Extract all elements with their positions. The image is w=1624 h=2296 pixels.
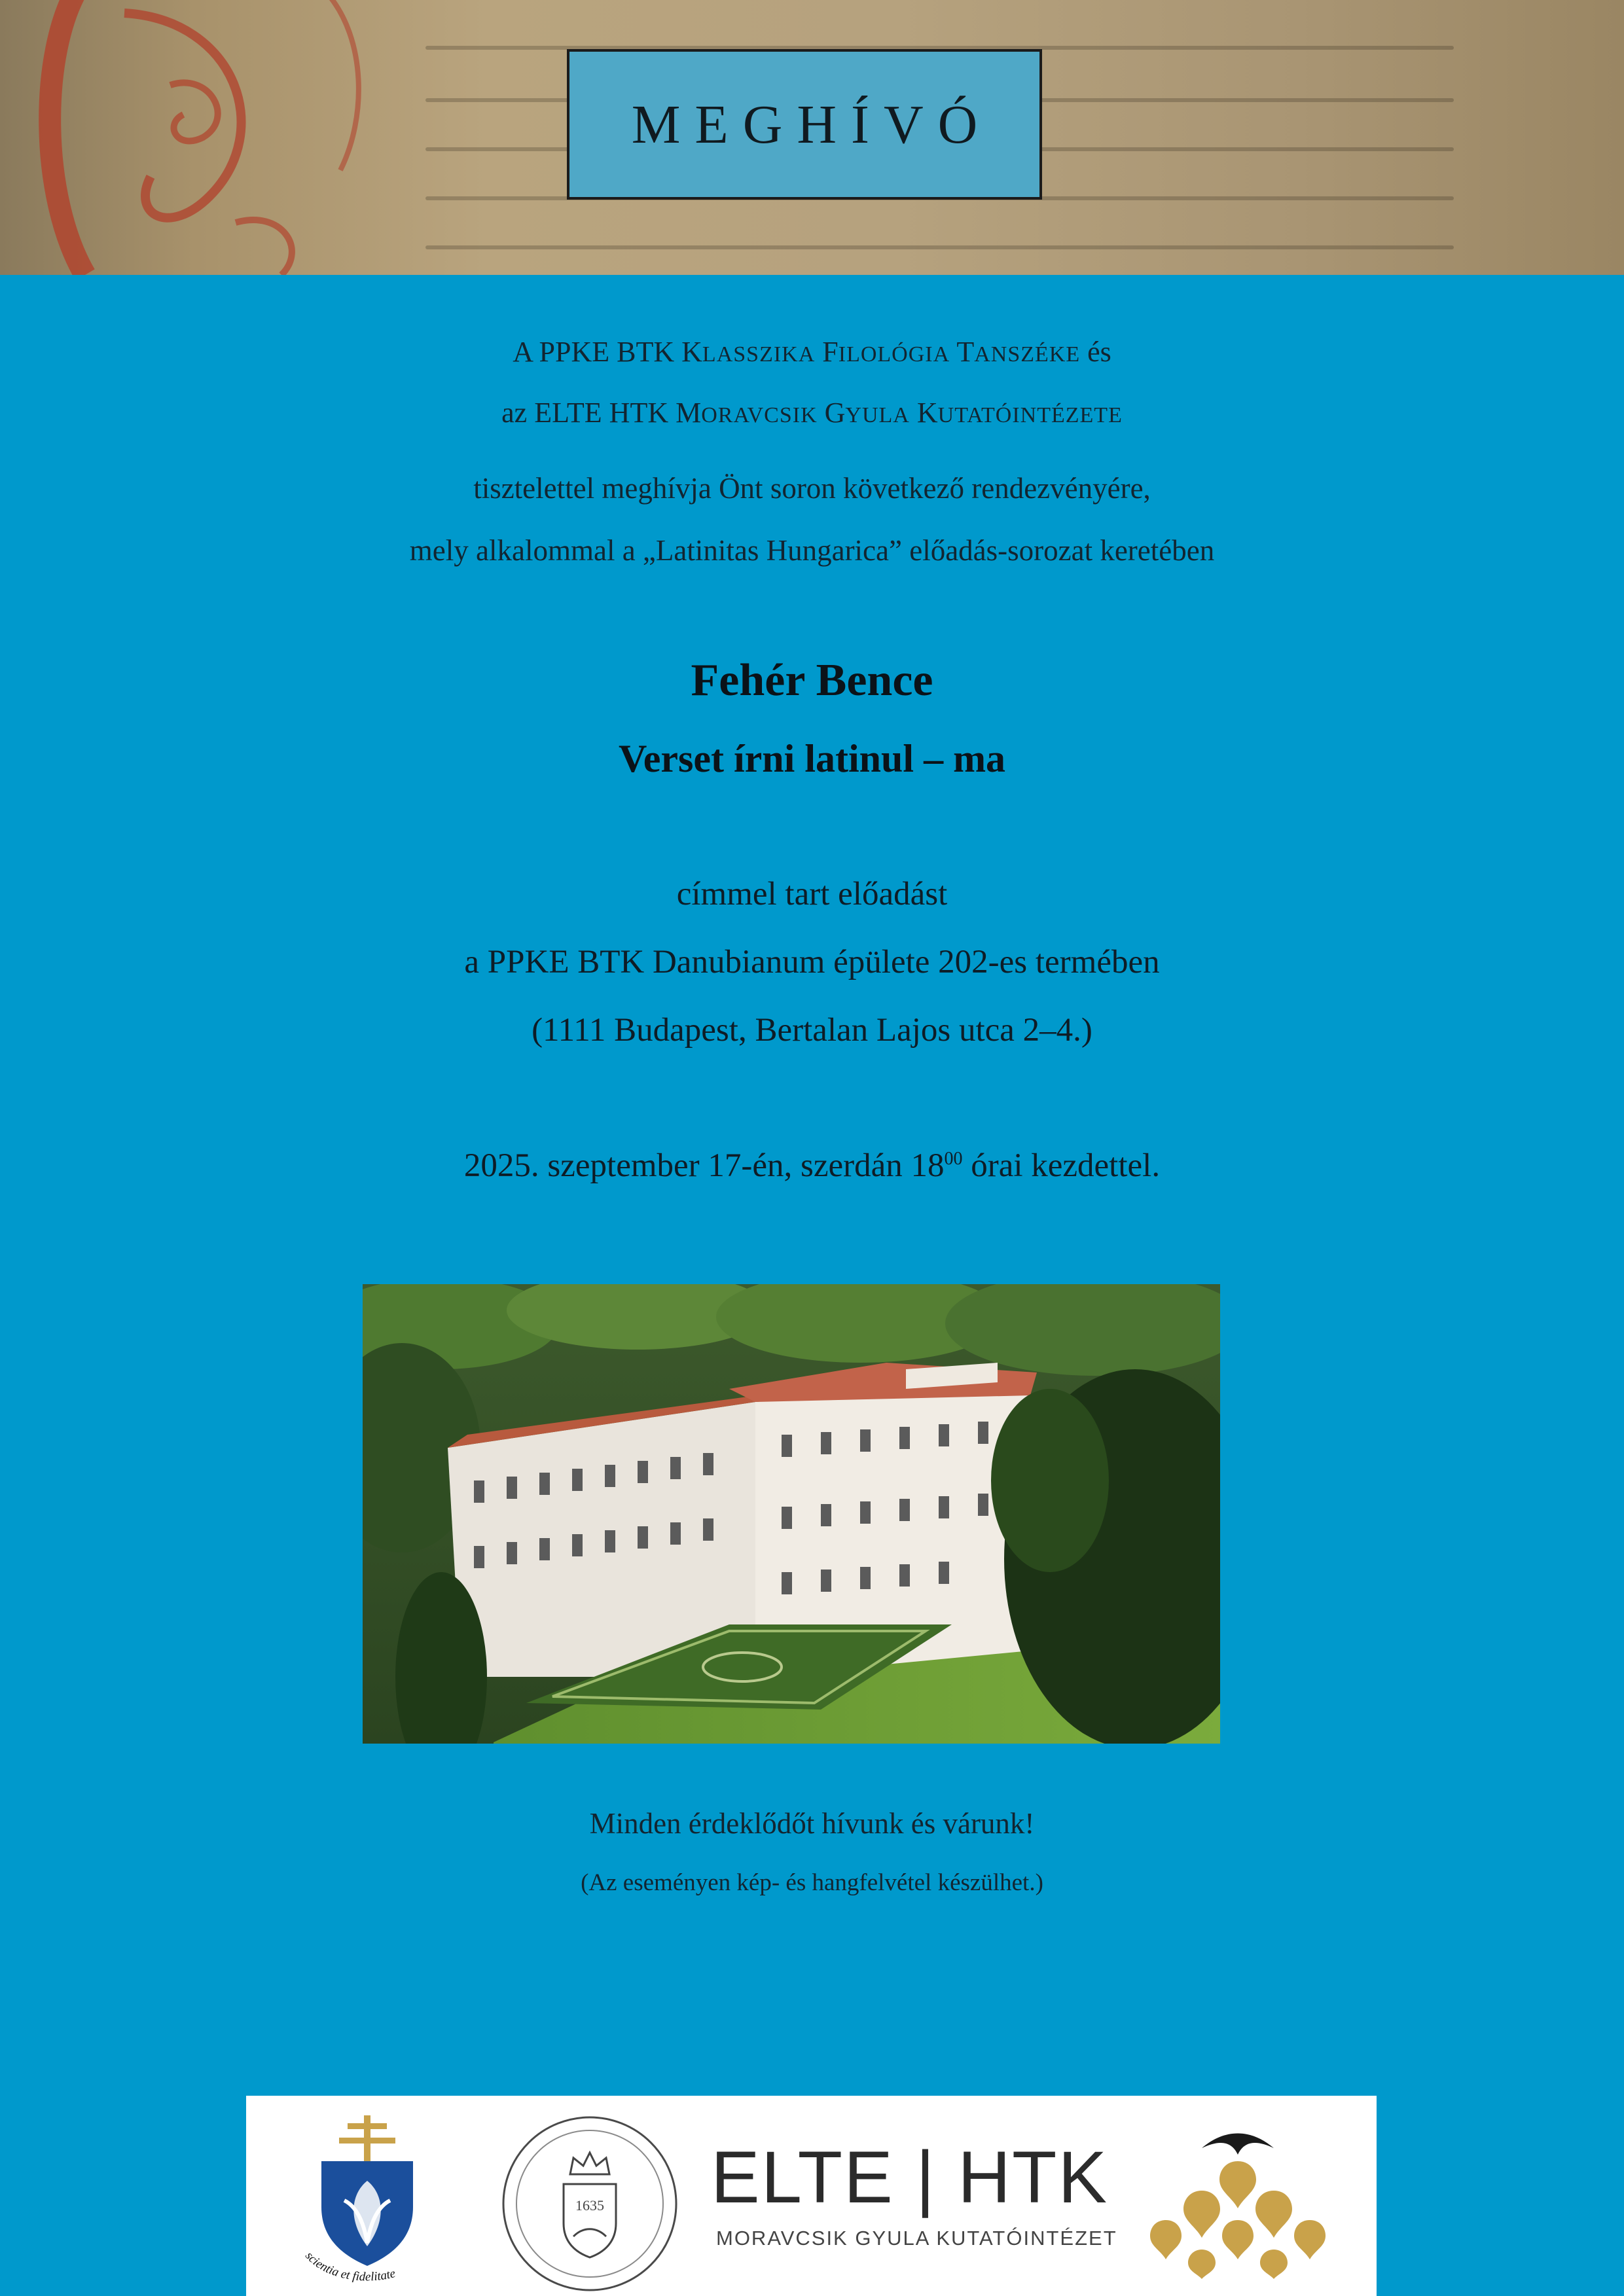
intro-line-2: mely alkalommal a „Latinitas Hungarica” előadás-sorozat keretében [409,534,1215,567]
org2-part: ORAVCSIK [701,403,818,427]
logo-strip [246,2096,1377,2296]
org2-part: G [817,397,846,429]
date-suffix: órai kezdettel. [962,1147,1161,1184]
venue-line-3: (1111 Budapest, Bertalan Lajos utca 2–4.) [532,1012,1092,1049]
welcome-text: Minden érdeklődőt hívunk és várunk! [589,1807,1035,1840]
org1-part: ANSZÉKE [974,342,1081,367]
venue-line-2: a PPKE BTK Danubianum épülete 202-es termében [464,944,1160,980]
org1-part: ILOLÓGIA [838,342,950,367]
title-box [567,49,1042,200]
org1-part: LASSZIKA [702,342,816,367]
org1-part: F [815,336,839,368]
intro-line-1: tisztelettel meghívja Önt soron következő rendezvényére, [473,472,1151,505]
institute-name: MORAVCSIK GYULA KUTATÓINTÉZET [716,2227,1117,2250]
org1-part: A PPKE BTK K [513,336,702,368]
org1-part: és [1080,336,1111,368]
ppke-logo [285,2109,449,2292]
org2-part: az ELTE HTK M [501,397,702,429]
event-date [0,1147,1624,1185]
org2-part: YULA [845,403,910,427]
page-title: MEGHÍVÓ [631,94,992,155]
elte-seal [498,2112,681,2295]
org2-part: UTATÓINTÉZETE [937,403,1123,427]
villa-photo [363,1284,1220,1744]
organizer-line-1 [0,335,1624,368]
speaker-name: Fehér Bence [691,655,933,706]
ppke-motto: scientia et fidelitate [302,2249,397,2284]
org2-part: K [909,397,938,429]
date-main: 2025. szeptember 17-én, szerdán 18 [463,1147,945,1184]
institute-logo [1140,2128,1336,2279]
recording-note: (Az eseményen kép- és hangfelvétel készülhet.) [581,1869,1043,1896]
seal-year: 1635 [575,2197,604,2214]
org1-part: T [950,336,975,368]
elte-htk-wordmark: ELTE | HTK [711,2136,1109,2218]
date-time-superscript: 00 [944,1149,963,1169]
venue-line-1: címmel tart előadást [676,876,948,912]
lecture-title: Verset írni latinul – ma [618,737,1006,780]
organizer-line-2 [0,396,1624,429]
